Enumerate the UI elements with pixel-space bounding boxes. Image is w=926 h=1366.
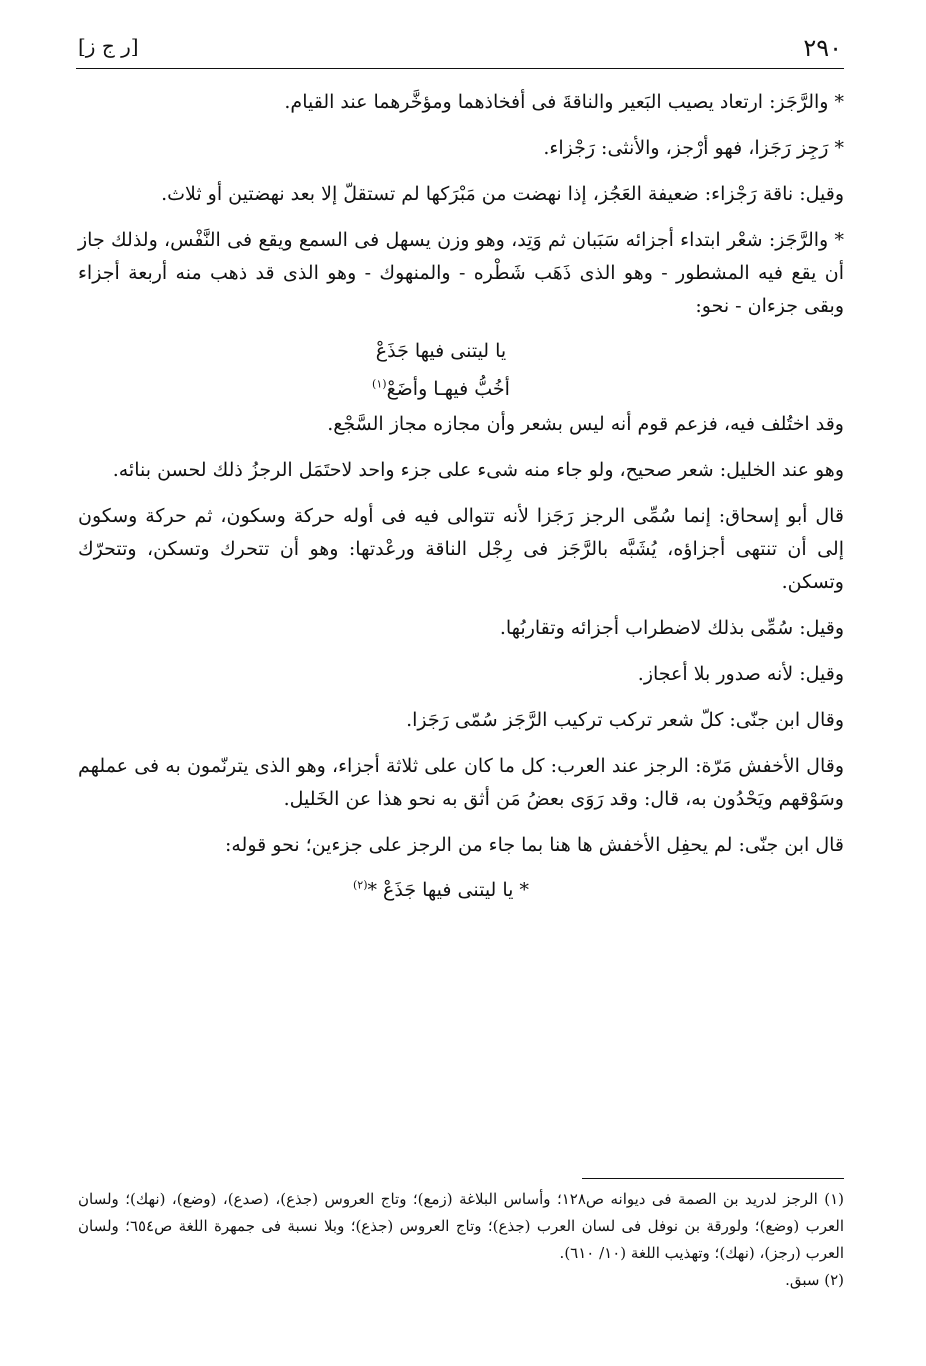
main-text [78,86,844,909]
verse-line: يا ليتنى فيها جَذَعْ [375,340,507,362]
verse-line-text: أخُبُّ فيهـا وأضَعْ [386,378,510,400]
footnote: (٢) سبق. [785,1271,844,1289]
page-header [78,32,842,68]
verse-line [78,370,804,408]
verse-block [78,871,844,909]
paragraph: وقد اختُلف فيه، فزعم قوم أنه ليس بشعر وأن مجازه مجاز السَّجْع. [327,413,844,435]
header-rule [76,68,844,69]
paragraph: * والرَّجَز: شعْر ابتداء أجزائه سَبَبان ثم وَتِد، وهو وزن يسهل فى السمع ويقع فى النَّفْس، ولذلك جاز أن يقع فيه المشطور - وهو الذى ذَهَب شَطْره - والمنهوك - وهو الذى قد ذهب منه أربعة أجزاء وبقى جزءان - نحو: [78,229,844,317]
verse-line [78,871,804,909]
paragraph: وقال ابن جنّى: كلّ شعر تركب تركيب الرَّجَز سُمّى رَجَزا. [406,709,844,731]
paragraph: وقيل: سُمِّى بذلك لاضطراب أجزائه وتقاربُها. [499,617,844,639]
verse-line-text: * يا ليتنى فيها جَذَعْ * [367,879,530,901]
footnote-ref: (٢) [352,878,368,892]
verse-block [78,332,844,408]
paragraph: وهو عند الخليل: شعر صحيح، ولو جاء منه شىء على جزء واحد لاحتَمَل الرجزُ ذلك لحسن بنائه. [112,459,844,481]
footnote: (١) الرجز لدريد بن الصمة فى ديوانه ص١٢٨؛ وأساس البلاغة (زمع)؛ وتاج العروس (جذع)، (صدع)، (وضع)، (نهك)؛ ولسان العرب (وضع)؛ ولورقة بن نوفل فى لسان العرب (جذع)؛ وتاج العروس (جذع)؛ وبلا نسبة فى جمهرة اللغة ص٦٥٤؛ ولسان العرب (رجز)، (نهك)؛ وتهذيب اللغة (١٠/ ٦١٠). [78,1190,844,1262]
paragraph: وقال الأخفش مَرّة: الرجز عند العرب: كل ما كان على ثلاثة أجزاء، وهو الذى يترنّمون به فى عملهم وسَوْقهم ويَحْدُون به، قال: وقد رَوَى بعضُ مَن أثق به نحو هذا عن الخَليل. [78,755,844,810]
page-number: ٢٩٠ [803,34,842,62]
paragraph: وقيل: ناقة رَجْزاء: ضعيفة العَجُز، إذا نهضت من مَبْرَكها لم تستقلّ إلا بعد نهضتين أو ثلاث. [161,183,844,205]
paragraph: * رَجِز رَجَزا، فهو أرْجز، والأنثى: رَجْزاء. [543,137,844,159]
footnotes [78,1186,844,1294]
paragraph: قال أبو إسحاق: إنما سُمِّى الرجز رَجَزا لأنه تتوالى فيه فى أوله حركة وسكون، ثم حركة وسكون إلى أن تنتهى أجزاؤه، يُشَبَّه بالرَّجَز فى رِجْل الناقة ورعْدتها: وهو أن تتحرك وتسكن، وتتحرّك وتسكن. [78,505,844,593]
paragraph: قال ابن جنّى: لم يحفِل الأخفش ها هنا بما جاء من الرجز على جزءين؛ نحو قوله: [224,834,844,856]
footnote-ref: (١) [372,377,387,391]
paragraph: * والرَّجَز: ارتعاد يصيب البَعير والناقةَ فى أفخاذهما ومؤخَّرهما عند القيام. [284,91,844,113]
paragraph: وقيل: لأنه صدور بلا أعجاز. [637,663,844,685]
root-label: [ر ج ز] [78,34,139,58]
footnote-rule [582,1178,844,1179]
